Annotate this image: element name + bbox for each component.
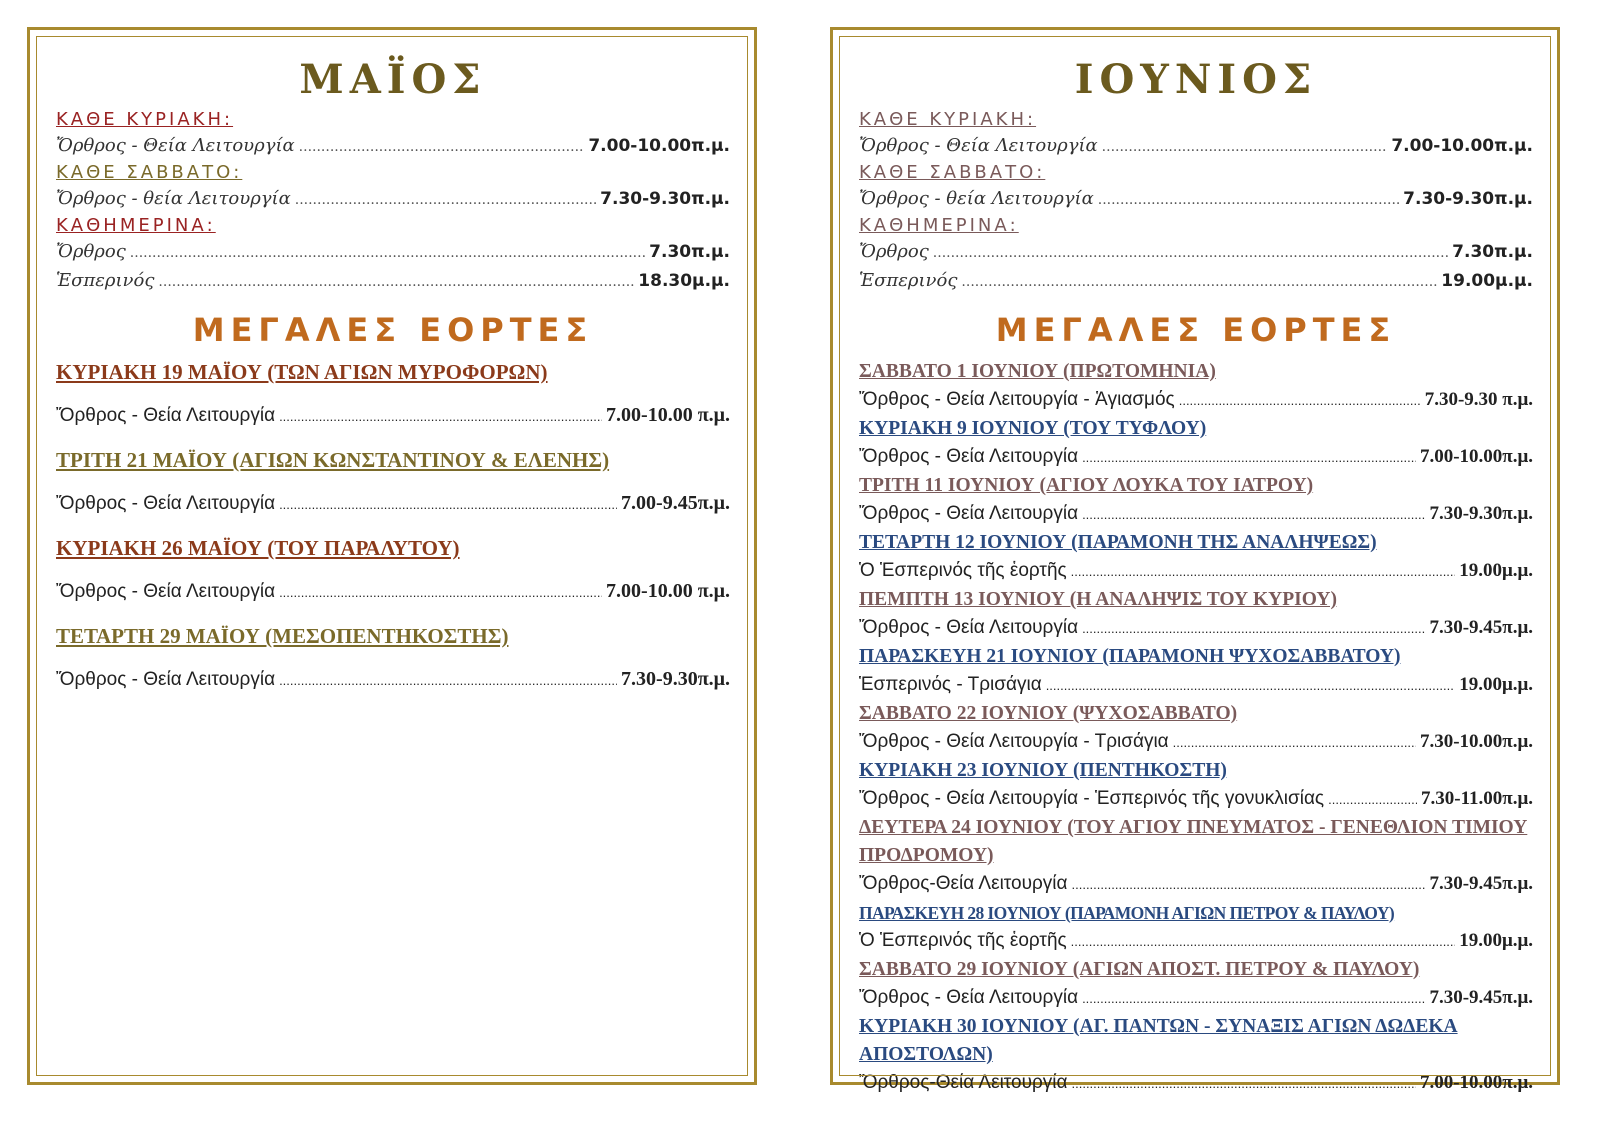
feast-service-line bbox=[859, 927, 1533, 956]
service-time: 7.00-10.00π.μ. bbox=[588, 136, 730, 156]
feast-service-line bbox=[859, 386, 1533, 415]
service-label: Ἑσπερινός bbox=[859, 270, 958, 291]
service-label: Ὄρθρος - Θεία Λειτουργία bbox=[859, 987, 1079, 1008]
june-schedule-page bbox=[830, 27, 1560, 1093]
feast-heading: ΣΑΒΒΑΤΟ 22 ΙΟΥΝΙΟΥ (ΨΥΧΟΣΑΒΒΑΤΟ) bbox=[859, 703, 1238, 724]
service-time: 7.30-9.30π.μ. bbox=[600, 189, 730, 209]
service-time: 7.00-10.00 π.μ. bbox=[606, 404, 730, 426]
may-content bbox=[56, 58, 730, 710]
service-time: 7.30-9.45π.μ. bbox=[1429, 987, 1533, 1008]
feast-service-line bbox=[859, 614, 1533, 643]
regular-heading-daily: ΚΑΘΗΜΕΡΙΝΑ: bbox=[56, 215, 216, 236]
service-time: 7.00-10.00π.μ. bbox=[1419, 446, 1533, 467]
feast-heading: ΤΡΙΤΗ 11 ΙΟΥΝΙΟΥ (ΑΓΙΟΥ ΛΟΥΚΑ ΤΟΥ ΙΑΤΡΟΥ) bbox=[859, 475, 1314, 496]
feast-service-line bbox=[859, 500, 1533, 529]
dot-leader bbox=[1071, 558, 1456, 586]
service-label: Ὄρθρος - Θεία Λειτουργία - Ἑσπερινός τῆς γονυκλισίας bbox=[859, 788, 1325, 809]
feast-service-line bbox=[56, 576, 730, 608]
june-title: ΙΟΥΝΙΟΣ bbox=[1074, 56, 1318, 103]
service-label: Ὄρθρος - Θεία Λειτουργία bbox=[56, 581, 276, 602]
service-time: 19.00μ.μ. bbox=[1459, 560, 1533, 581]
feast-heading: ΠΑΡΑΣΚΕΥΗ 28 ΙΟΥΝΙΟΥ (ΠΑΡΑΜΟΝΗ ΑΓΙΩΝ ΠΕΤΡΟΥ & ΠΑΥΛΟΥ) bbox=[859, 903, 1395, 923]
service-time: 7.30-9.30 π.μ. bbox=[1424, 389, 1533, 410]
may-feast-list bbox=[56, 358, 730, 696]
dot-leader bbox=[933, 239, 1448, 267]
dot-leader bbox=[1082, 615, 1425, 643]
regular-service-line bbox=[56, 185, 730, 214]
service-time: 7.30-10.00π.μ. bbox=[1419, 731, 1533, 752]
service-time: 7.00-10.00 π.μ. bbox=[606, 580, 730, 602]
regular-heading-daily: ΚΑΘΗΜΕΡΙΝΑ: bbox=[859, 215, 1019, 236]
service-time: 19.00μ.μ. bbox=[1441, 271, 1533, 291]
june-regular-services bbox=[859, 108, 1533, 296]
service-label: Ἑσπερινός - Τρισάγια bbox=[859, 674, 1042, 695]
dot-leader bbox=[158, 268, 634, 296]
june-feast-list bbox=[859, 358, 1533, 1098]
service-label: Ὄρθρος - Θεία Λειτουργία bbox=[859, 617, 1079, 638]
dot-leader bbox=[299, 133, 585, 161]
may-feasts-title: ΜΕΓΑΛΕΣ ΕΟΡΤΕΣ bbox=[192, 311, 594, 349]
feast-heading: ΚΥΡΙΑΚΗ 23 ΙΟΥΝΙΟΥ (ΠΕΝΤΗΚΟΣΤΗ) bbox=[859, 760, 1227, 781]
dot-leader bbox=[279, 578, 602, 608]
dot-leader bbox=[1082, 985, 1425, 1013]
feast-service-line bbox=[859, 984, 1533, 1013]
feast-heading: ΤΕΤΑΡΤΗ 29 ΜΑΪΟΥ (ΜΕΣΟΠΕΝΤΗΚΟΣΤΗΣ) bbox=[56, 624, 509, 648]
regular-heading-sunday: ΚΑΘΕ ΚΥΡΙΑΚΗ: bbox=[56, 109, 234, 130]
feast-heading: ΤΡΙΤΗ 21 ΜΑΪΟΥ (ΑΓΙΩΝ ΚΩΝΣΤΑΝΤΙΝΟΥ & ΕΛΕΝΗΣ) bbox=[56, 448, 610, 472]
feast-heading: ΚΥΡΙΑΚΗ 9 ΙΟΥΝΙΟΥ (ΤΟΥ ΤΥΦΛΟΥ) bbox=[859, 418, 1207, 439]
service-label: Ὄρθρος - Θεία Λειτουργία bbox=[56, 405, 276, 426]
dot-leader bbox=[1082, 501, 1425, 529]
feast-heading: ΠΑΡΑΣΚΕΥΗ 21 ΙΟΥΝΙΟΥ (ΠΑΡΑΜΟΝΗ ΨΥΧΟΣΑΒΒΑΤΟΥ) bbox=[859, 646, 1401, 667]
dot-leader bbox=[130, 239, 645, 267]
feast-service-line bbox=[56, 488, 730, 520]
service-label: Ὄρθρος - Θεία Λειτουργία bbox=[56, 493, 276, 514]
regular-service-line bbox=[859, 267, 1533, 296]
feast-heading: ΣΑΒΒΑΤΟ 29 ΙΟΥΝΙΟΥ (ΑΓΙΩΝ ΑΠΟΣΤ. ΠΕΤΡΟΥ & ΠΑΥΛΟΥ) bbox=[859, 959, 1420, 980]
service-time: 7.30-9.30π.μ. bbox=[1429, 503, 1533, 524]
service-label: Ὄρθρος - Θεία Λειτουργία - Τρισάγια bbox=[859, 731, 1169, 752]
service-time: 7.00-10.00π.μ. bbox=[1391, 136, 1533, 156]
dot-leader bbox=[1328, 786, 1417, 814]
dot-leader bbox=[1072, 871, 1426, 899]
service-label: Ὄρθρος-Θεία Λειτουργία bbox=[859, 1072, 1068, 1093]
feast-service-line bbox=[859, 557, 1533, 586]
service-time: 7.30π.μ. bbox=[1452, 242, 1533, 262]
dot-leader bbox=[295, 186, 596, 214]
service-label: Ὄρθρος - θεία Λειτουργία bbox=[859, 188, 1094, 209]
service-label: Ὁ Ἑσπερινός τῆς ἑορτῆς bbox=[859, 560, 1067, 581]
dot-leader bbox=[1082, 444, 1416, 472]
dot-leader bbox=[1102, 133, 1388, 161]
service-label: Ὄρθρος - θεία Λειτουργία bbox=[56, 188, 291, 209]
regular-heading-saturday: ΚΑΘΕ ΣΑΒΒΑΤΟ: bbox=[56, 162, 243, 183]
feast-service-line bbox=[859, 728, 1533, 757]
service-time: 7.30-9.45π.μ. bbox=[1429, 873, 1533, 894]
service-label: Ὄρθρος bbox=[56, 241, 126, 262]
may-regular-services bbox=[56, 108, 730, 296]
dot-leader bbox=[961, 268, 1437, 296]
service-label: Ὁ Ἑσπερινός τῆς ἑορτῆς bbox=[859, 930, 1067, 951]
feast-service-line bbox=[859, 671, 1533, 700]
service-time: 7.30-11.00π.μ. bbox=[1421, 788, 1533, 809]
feast-service-line bbox=[859, 870, 1533, 899]
service-time: 7.30-9.45π.μ. bbox=[1429, 617, 1533, 638]
service-time: 7.30-9.30π.μ. bbox=[621, 668, 730, 690]
may-schedule-page bbox=[27, 27, 757, 1085]
feast-heading: ΔΕΥΤΕΡΑ 24 ΙΟΥΝΙΟΥ (ΤΟΥ ΑΓΙΟΥ ΠΝΕΥΜΑΤΟΣ - ΓΕΝΕΘΛΙΟΝ ΤΙΜΙΟΥ ΠΡΟΔΡΟΜΟΥ) bbox=[859, 817, 1528, 866]
dot-leader bbox=[279, 490, 617, 520]
feast-heading: ΤΕΤΑΡΤΗ 12 ΙΟΥΝΙΟΥ (ΠΑΡΑΜΟΝΗ ΤΗΣ ΑΝΑΛΗΨΕΩΣ) bbox=[859, 532, 1377, 553]
feast-service-line bbox=[859, 1069, 1533, 1098]
service-time: 7.00-10.00π.μ. bbox=[1419, 1072, 1533, 1093]
service-label: Ὄρθρος - Θεία Λειτουργία bbox=[56, 669, 276, 690]
june-feasts-title: ΜΕΓΑΛΕΣ ΕΟΡΤΕΣ bbox=[995, 311, 1397, 349]
feast-service-line bbox=[859, 443, 1533, 472]
dot-leader bbox=[1179, 387, 1421, 415]
dot-leader bbox=[279, 666, 617, 696]
service-label: Ὄρθρος - Θεία Λειτουργία bbox=[859, 503, 1079, 524]
service-time: 18.30μ.μ. bbox=[638, 271, 730, 291]
service-time: 7.30π.μ. bbox=[649, 242, 730, 262]
dot-leader bbox=[279, 402, 602, 432]
regular-service-line bbox=[859, 185, 1533, 214]
dot-leader bbox=[1071, 928, 1456, 956]
june-content bbox=[859, 58, 1533, 1098]
may-title: ΜΑΪΟΣ bbox=[299, 56, 487, 103]
feast-heading: ΚΥΡΙΑΚΗ 19 ΜΑΪΟΥ (ΤΩΝ ΑΓΙΩΝ ΜΥΡΟΦΟΡΩΝ) bbox=[56, 360, 548, 384]
dot-leader bbox=[1072, 1070, 1416, 1098]
feast-heading: ΚΥΡΙΑΚΗ 30 ΙΟΥΝΙΟΥ (ΑΓ. ΠΑΝΤΩΝ - ΣΥΝΑΞΙΣ ΑΓΙΩΝ ΔΩΔΕΚΑ ΑΠΟΣΤΟΛΩΝ) bbox=[859, 1016, 1458, 1065]
service-time: 7.00-9.45π.μ. bbox=[621, 492, 730, 514]
regular-service-line bbox=[56, 132, 730, 161]
regular-service-line bbox=[56, 238, 730, 267]
dot-leader bbox=[1098, 186, 1399, 214]
service-label: Ἑσπερινός bbox=[56, 270, 155, 291]
regular-service-line bbox=[859, 238, 1533, 267]
service-label: Ὄρθρος bbox=[859, 241, 929, 262]
service-label: Ὄρθρος-Θεία Λειτουργία bbox=[859, 873, 1068, 894]
service-label: Ὄρθρος - Θεία Λειτουργία bbox=[859, 446, 1079, 467]
feast-heading: ΣΑΒΒΑΤΟ 1 ΙΟΥΝΙΟΥ (ΠΡΩΤΟΜΗΝΙΑ) bbox=[859, 361, 1216, 382]
regular-heading-saturday: ΚΑΘΕ ΣΑΒΒΑΤΟ: bbox=[859, 162, 1046, 183]
service-time: 19.00μ.μ. bbox=[1459, 674, 1533, 695]
regular-service-line bbox=[859, 132, 1533, 161]
regular-heading-sunday: ΚΑΘΕ ΚΥΡΙΑΚΗ: bbox=[859, 109, 1037, 130]
feast-service-line bbox=[56, 664, 730, 696]
service-time: 7.30-9.30π.μ. bbox=[1403, 189, 1533, 209]
service-label: Ὄρθρος - Θεία Λειτουργία bbox=[56, 135, 295, 156]
service-time: 19.00μ.μ. bbox=[1459, 930, 1533, 951]
feast-heading: ΠΕΜΠΤΗ 13 ΙΟΥΝΙΟΥ (Η ΑΝΑΛΗΨΙΣ ΤΟΥ ΚΥΡΙΟΥ) bbox=[859, 589, 1337, 610]
regular-service-line bbox=[56, 267, 730, 296]
dot-leader bbox=[1173, 729, 1416, 757]
feast-service-line bbox=[56, 400, 730, 432]
feast-heading: ΚΥΡΙΑΚΗ 26 ΜΑΪΟΥ (ΤΟΥ ΠΑΡΑΛΥΤΟΥ) bbox=[56, 536, 460, 560]
service-label: Ὄρθρος - Θεία Λειτουργία bbox=[859, 135, 1098, 156]
feast-service-line bbox=[859, 785, 1533, 814]
dot-leader bbox=[1046, 672, 1456, 700]
service-label: Ὄρθρος - Θεία Λειτουργία - Ἁγιασμός bbox=[859, 389, 1175, 410]
